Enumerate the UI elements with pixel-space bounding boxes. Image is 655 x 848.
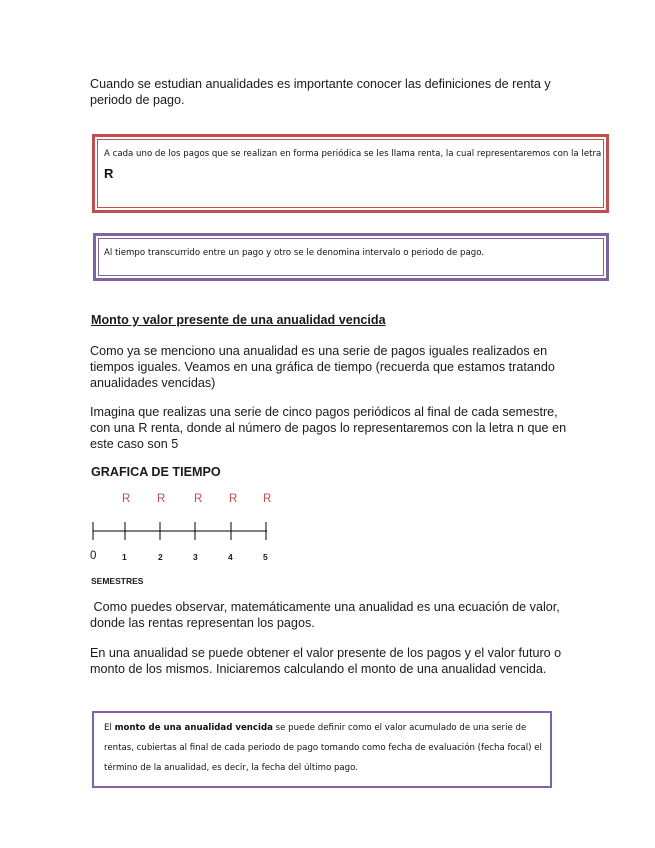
period-number: 5 [263, 552, 268, 562]
axis-label-semestres: SEMESTRES [91, 576, 144, 586]
monto-term: monto de una anualidad vencida [114, 723, 273, 733]
paragraph-cinco-pagos: Imagina que realizas una serie de cinco pagos periódicos al final de cada semestre, con una R renta, donde al número de pagos lo representaremos con la letra n que en este caso son 5 [90, 405, 567, 451]
rent-label: R [122, 493, 131, 505]
rent-label: R [194, 493, 203, 505]
rent-label: R [157, 493, 166, 505]
intro-paragraph: Cuando se estudian anualidades es importante conocer las definiciones de renta y periodo de pago. [90, 77, 551, 107]
period-number: 1 [122, 552, 127, 562]
intervalo-definition-text: Al tiempo transcurrido entre un pago y otro se le denomina intervalo o periodo de pago. [104, 248, 485, 258]
monto-definition-text: El monto de una anualidad vencida se puede definir como el valor acumulado de una serie de rentas, cubiertas al final de cada periodo de pago tomando como fecha de evaluación (fecha focal) el término de la anualidad, es decir, la fecha del último pago. [104, 723, 542, 773]
period-zero: 0 [90, 550, 97, 562]
period-number: 3 [193, 552, 198, 562]
period-number: 4 [228, 552, 233, 562]
monto-definition-box [92, 711, 552, 788]
renta-letter: R [104, 166, 114, 181]
section-heading: Monto y valor presente de una anualidad vencida [91, 313, 386, 327]
renta-definition-text: A cada uno de los pagos que se realizan en forma periódica se les llama renta, la cual representaremos con la letra R [104, 149, 602, 181]
graph-title: GRAFICA DE TIEMPO [91, 465, 221, 479]
rent-label: R [263, 493, 272, 505]
rent-label: R [229, 493, 238, 505]
paragraph-ecuacion: Como puedes observar, matemáticamente una anualidad es una ecuación de valor, donde las rentas representan los pagos. [90, 600, 564, 630]
paragraph-valor-presente: En una anualidad se puede obtener el valor presente de los pagos y el valor futuro o monto de los mismos. Iniciaremos calculando el monto de una anualidad vencida. [90, 646, 562, 676]
paragraph-anualidad: Como ya se menciono una anualidad es una serie de pagos iguales realizados en tiempos iguales. Veamos en una gráfica de tiempo (recuerda que estamos tratando anualidades vencidas) [90, 344, 555, 390]
period-number: 2 [158, 552, 163, 562]
